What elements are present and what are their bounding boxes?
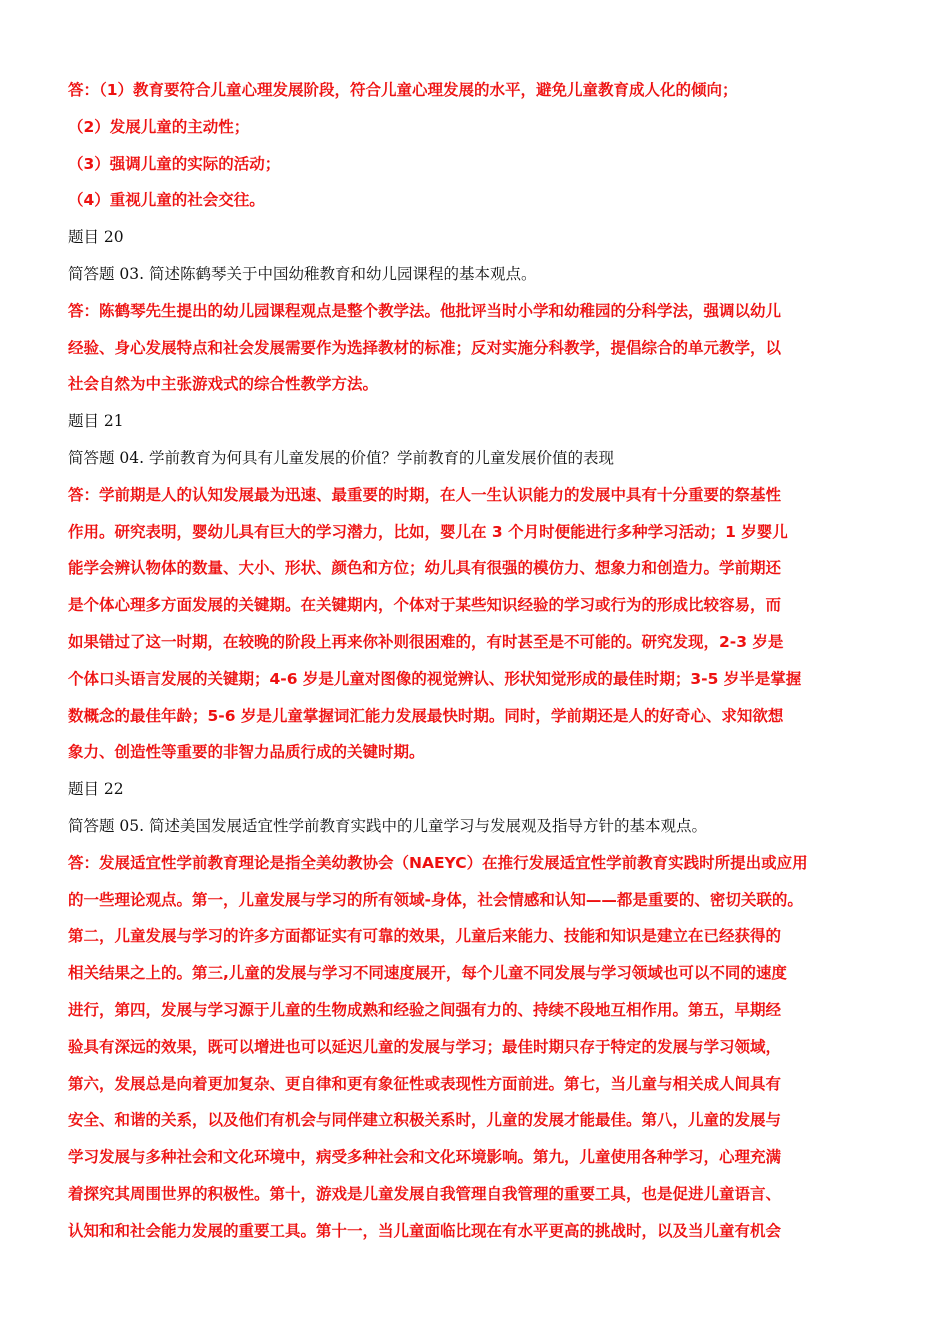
answer-line: 着探究其周围世界的积极性。第十，游戏是儿童发展自我管理自我管理的重要工具，也是促进儿童语言、 <box>68 1184 782 1203</box>
answer-line: （2）发展儿童的主动性； <box>68 117 250 136</box>
question-text: 简答题 03. 简述陈鹤琴关于中国幼稚教育和幼儿园课程的基本观点。 <box>68 264 537 283</box>
answer-line: 第六，发展总是向着更加复杂、更自律和更有象征性或表现性方面前进。第七，当儿童与相关成人间具有 <box>68 1074 782 1093</box>
question-number: 题目 22 <box>68 780 124 799</box>
answer-line: 第二，儿童发展与学习的许多方面都证实有可靠的效果，儿童后来能力、技能和知识是建立在已经获得的 <box>68 927 782 946</box>
question-number: 题目 20 <box>68 228 124 247</box>
document-page <box>68 72 868 1250</box>
answer-line: 如果错过了这一时期，在较晚的阶段上再来你补则很困难的，有时甚至是不可能的。研究发现，2-3 岁是 <box>68 632 784 651</box>
question-number: 题目 21 <box>68 412 124 431</box>
answer-line: 数概念的最佳年龄；5-6 岁是儿童掌握词汇能力发展最快时期。同时，学前期还是人的好奇心、求知欲想 <box>68 706 784 725</box>
answer-line: 认知和和社会能力发展的重要工具。第十一，当儿童面临比现在有水平更高的挑战时，以及当儿童有机会 <box>68 1221 782 1240</box>
answer-line: （4）重视儿童的社会交往。 <box>68 191 265 210</box>
answer-line: 的一些理论观点。第一，儿童发展与学习的所有领域-身体，社会情感和认知——都是重要的、密切关联的。 <box>68 890 803 909</box>
answer-line: 答：学前期是人的认知发展最为迅速、最重要的时期，在人一生认识能力的发展中具有十分重要的祭基性 <box>68 485 782 504</box>
answer-line: 作用。研究表明，婴幼儿具有巨大的学习潜力，比如，婴儿在 3 个月时便能进行多种学习活动；1 岁婴儿 <box>68 522 788 541</box>
answer-line: 社会自然为中主张游戏式的综合性教学方法。 <box>68 375 379 394</box>
answer-line: 验具有深远的效果，既可以增进也可以延迟儿童的发展与学习；最佳时期只存于特定的发展与学习领域， <box>68 1037 782 1056</box>
answer-line: 安全、和谐的关系，以及他们有机会与同伴建立积极关系时，儿童的发展才能最佳。第八，儿童的发展与 <box>68 1111 782 1130</box>
answer-line: 学习发展与多种社会和文化环境中，病受多种社会和文化环境影响。第九，儿童使用各种学习，心理充满 <box>68 1148 782 1167</box>
answer-line: 是个体心理多方面发展的关键期。在关键期内，个体对于某些知识经验的学习或行为的形成比较容易，而 <box>68 596 782 615</box>
answer-line: 进行，第四，发展与学习源于儿童的生物成熟和经验之间强有力的、持续不段地互相作用。第五，早期经 <box>68 1000 782 1019</box>
answer-line: 个体口头语言发展的关键期；4-6 岁是儿童对图像的视觉辨认、形状知觉形成的最佳时期；3-5 岁半是掌握 <box>68 669 802 688</box>
question-text: 简答题 04. 学前教育为何具有儿童发展的价值？学前教育的儿童发展价值的表现 <box>68 448 615 467</box>
answer-line: 经验、身心发展特点和社会发展需要作为选择教材的标准；反对实施分科教学，提倡综合的单元教学，以 <box>68 338 782 357</box>
answer-line: （3）强调儿童的实际的活动； <box>68 154 281 173</box>
answer-line: 象力、创造性等重要的非智力品质行成的关键时期。 <box>68 743 425 762</box>
answer-line: 能学会辨认物体的数量、大小、形状、颜色和方位；幼儿具有很强的模仿力、想象力和创造力。学前期还 <box>68 559 782 578</box>
answer-line: 答：发展适宜性学前教育理论是指全美幼教协会（NAEYC）在推行发展适宜性学前教育实践时所提出或应用 <box>68 853 808 872</box>
answer-line: 答：陈鹤琴先生提出的幼儿园课程观点是整个教学法。他批评当时小学和幼稚园的分科学法，强调以幼儿 <box>68 301 782 320</box>
answer-line: 相关结果之上的。第三,儿童的发展与学习不同速度展开，每个儿童不同发展与学习领域也可以不同的速度 <box>68 964 787 983</box>
question-text: 简答题 05. 简述美国发展适宜性学前教育实践中的儿童学习与发展观及指导方针的基本观点。 <box>68 816 708 835</box>
answer-line: 答：（1）教育要符合儿童心理发展阶段，符合儿童心理发展的水平，避免儿童教育成人化的倾向； <box>68 81 738 99</box>
